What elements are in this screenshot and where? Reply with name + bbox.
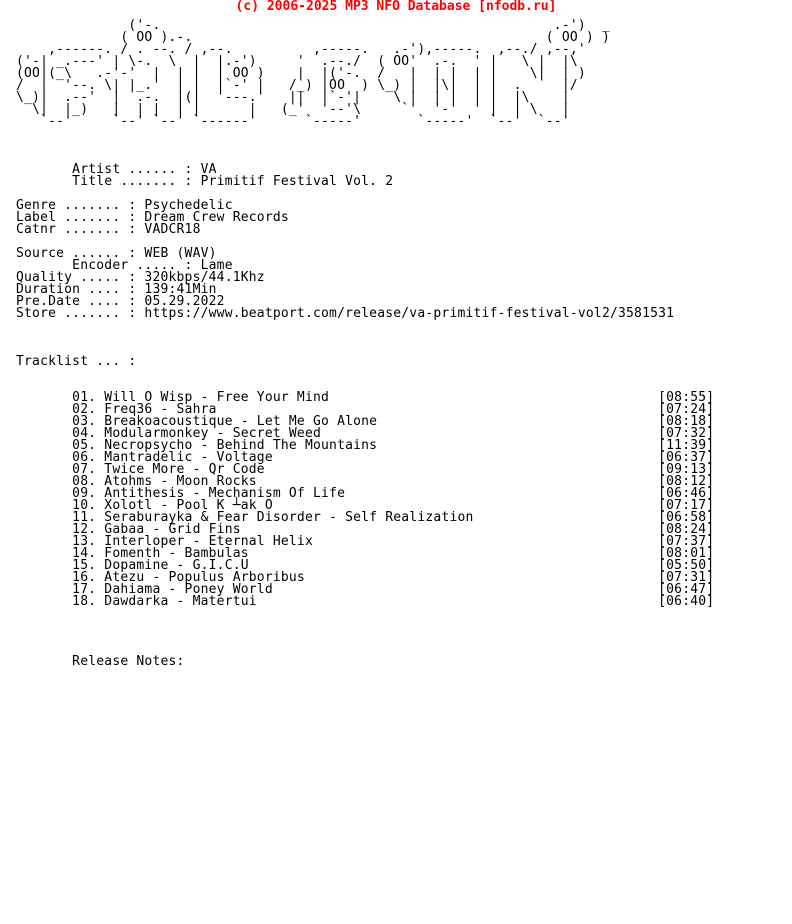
- nfo-line: ('-. .-') _: [16, 18, 610, 33]
- nfo-line: 15. Dopamine - G.I.C.U [05:50]: [16, 558, 715, 573]
- nfo-line: 16. Atezu - Populus Arboribus [07:31]: [16, 570, 715, 585]
- nfo-line: Tracklist ... :: [16, 354, 137, 369]
- nfo-line: Artist ...... : VA: [16, 162, 217, 177]
- nfo-line: 01. Will O Wisp - Free Your Mind [08:55]: [16, 390, 715, 405]
- nfo-line: 05. Necropsycho - Behind The Mountains [11:39]: [16, 438, 715, 453]
- nfo-line: 09. Antithesis - Mechanism Of Life [06:46]: [16, 486, 715, 501]
- nfo-line: Label ....... : Dream Crew Records: [16, 210, 289, 225]
- nfo-line: Source ...... : WEB (WAV): [16, 246, 217, 261]
- nfo-line: [16, 632, 714, 644]
- nfo-line: ('-| _.---' | \-. \ | |.-') ' .--./ ( OO' .-. ' | \ | |\: [16, 54, 578, 69]
- nfo-line: 02. Freq36 - Sahra [07:24]: [16, 402, 715, 417]
- nfodb-header: (c) 2006-2025 MP3 NFO Database [nfodb.ru]: [235, 0, 557, 14]
- nfo-line: \_)| .--' | .-. |(| '---.' || |`-'| \ | | | | | |\ |: [16, 90, 570, 105]
- nfo-line: / | '--. \| |_.' | | |`-' | /_) |OO ) \_) | |\| | | . |/: [16, 78, 578, 93]
- nfo-line: [16, 332, 714, 344]
- nfo-line: [16, 140, 714, 152]
- nfo-line: 11. Seraburayka & Fear Disorder - Self Realization [06:58]: [16, 510, 715, 525]
- nfo-line: Genre ....... : Psychedelic: [16, 198, 233, 213]
- nfo-line: 08. Atohms - Moon Rocks [08:12]: [16, 474, 715, 489]
- nfo-line: 18. Dawdarka - Matertui [06:40]: [16, 594, 715, 609]
- nfo-line: (OO|(_\ .-'-' | | | | OO ) | |('-. / | | | | | \| | ): [16, 66, 586, 81]
- nfo-line: [16, 620, 714, 632]
- nfo-line: \| |_) | | | | | | (_' '--'\ `' '-' ' | | \ |: [16, 102, 570, 117]
- nfo-line: [16, 320, 714, 332]
- nfo-line: 12. Gabaa - Grid Fins [08:24]: [16, 522, 715, 537]
- nfo-line: Duration .... : 139:41Min: [16, 282, 217, 297]
- nfo-line: 14. Fomenth - Bambulas [08:01]: [16, 546, 715, 561]
- nfo-line: `--' `--' `--' `------' `-----' `-----' `--' `--': [16, 114, 570, 129]
- nfo-line: [16, 128, 714, 140]
- nfo-line: 07. Twice More - Qr Code [09:13]: [16, 462, 715, 477]
- nfo-line: 10. Xolotl - Pool K ┴ak O [07:17]: [16, 498, 715, 513]
- nfo-line: Catnr ....... : VADCR18: [16, 222, 201, 237]
- nfo-line: Title ....... : Primitif Festival Vol. 2: [16, 174, 394, 189]
- nfo-text-block: [16, 20, 714, 668]
- nfo-line: 17. Dahiama - Poney World [06:47]: [16, 582, 715, 597]
- nfo-line: 03. Breakoacoustique - Let Me Go Alone [08:18]: [16, 414, 715, 429]
- nfo-line: [16, 368, 714, 380]
- nfo-line: Quality ..... : 320kbps/44.1Khz: [16, 270, 265, 285]
- nfo-line: Store ....... : https://www.beatport.com/release/va-primitif-festival-vol2/3581531: [16, 306, 675, 321]
- nfo-line: 06. Mantradelic - Voltage [06:37]: [16, 450, 715, 465]
- nfo-line: ,------. / . --. / ,--. ,-----. .-'),-----. ,--./ ,--,': [16, 42, 586, 57]
- nfo-line: Pre.Date .... : 05.29.2022: [16, 294, 225, 309]
- nfo-line: 04. Modularmonkey - Secret Weed [07:32]: [16, 426, 715, 441]
- nfo-line: Encoder ..... : Lame: [16, 258, 233, 273]
- nfo-line: [16, 608, 714, 620]
- nfo-line: Release Notes:: [16, 654, 185, 669]
- nfo-line: ( OO ).-. ( OO ) ): [16, 30, 610, 45]
- nfo-line: 13. Interloper - Eternal Helix [07:37]: [16, 534, 715, 549]
